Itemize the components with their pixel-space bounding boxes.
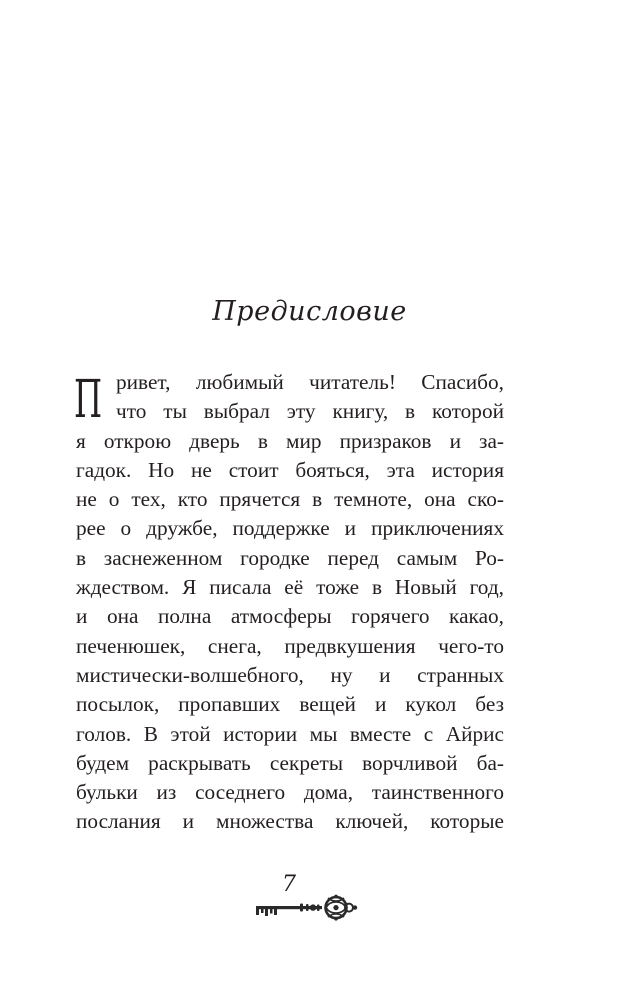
text-line: ждеством. Я писала её тоже в Новый год, (76, 575, 504, 600)
body-paragraph (76, 368, 504, 837)
text-line: будем раскрывать секреты ворчливой ба- (76, 750, 504, 775)
text-line: и она полна атмосферы горячего какао, (76, 604, 504, 629)
chapter-title: Предисловие (212, 296, 407, 327)
text-line: в заснеженном городке перед самым Ро- (76, 545, 504, 570)
text-line: печенюшек, снега, предвкушения чего-то (76, 633, 504, 658)
text-line: рее о дружбе, поддержке и приключениях (76, 516, 504, 541)
text-line: голов. В этой истории мы вместе с Айрис (76, 721, 504, 746)
text-line: гадок. Но не стоит бояться, эта история (76, 457, 504, 482)
text-line: бульки из соседнего дома, таинственного (76, 780, 504, 805)
page-number: 7 (282, 872, 296, 897)
key-icon (254, 894, 362, 922)
page-footer (0, 872, 619, 922)
text-line: посылок, пропавших вещей и кукол без (76, 692, 504, 717)
text-line: мистически-волшебного, ну и странных (76, 662, 504, 687)
text-line: ривет, любимый читатель! Спасибо, (116, 370, 504, 394)
text-line: не о тех, кто прячется в темноте, она ско- (76, 487, 504, 512)
text-line: я открою дверь в мир призраков и за- (76, 428, 504, 453)
text-line: послания и множества ключей, которые (76, 809, 504, 834)
drop-cap: П (74, 370, 103, 430)
text-line: что ты выбрал эту книгу, в которой (116, 399, 504, 424)
